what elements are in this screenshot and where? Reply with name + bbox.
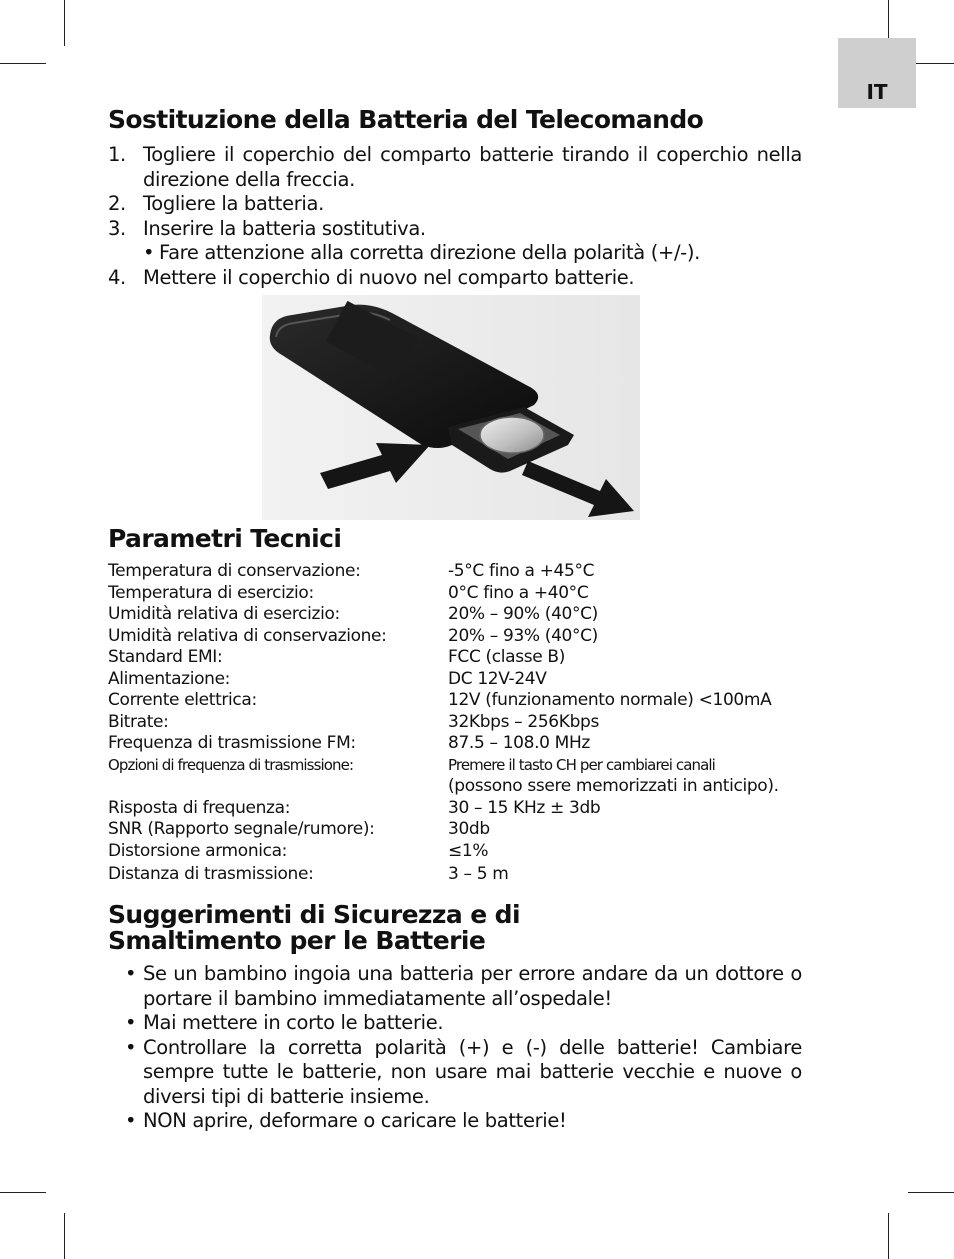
spec-row: Corrente elettrica: 12V (funzionamento normale) <100mA [108,690,772,710]
spec-row: Risposta di frequenza: 30 – 15 KHz ± 3db [108,797,601,818]
remote-battery-illustration [262,295,640,520]
safety-bullets-list [108,962,802,1134]
spec-row: SNR (Rapporto segnale/rumore): 30db [108,819,490,839]
spec-row: Umidità relativa di conservazione: 20% – 93% (40°C) [108,625,598,646]
list-item: • NON aprire, deformare o caricare le batterie! [125,1109,567,1132]
safety-title-line-2: Smaltimento per le Batterie [108,926,486,955]
spec-row: Temperatura di esercizio: 0°C fino a +40°C [108,582,589,603]
battery-section-title: Sostituzione della Batteria del Telecomando [108,105,704,134]
spec-row: Frequenza di trasmissione FM: 87.5 – 108.0 MHz [108,733,591,753]
list-item: 3. Inserire la batteria sostitutiva. [108,216,426,240]
spec-row: Distorsione armonica: ≤1% [108,840,489,861]
crop-mark [888,1213,889,1259]
spec-row: Standard EMI: FCC (classe B) [108,647,566,667]
spec-row: Distanza di trasmissione: 3 – 5 m [108,864,509,884]
list-item: 2. Togliere la batteria. [108,192,324,215]
spec-row: Alimentazione: DC 12V-24V [108,668,547,689]
crop-mark [0,1192,46,1193]
list-item: • Se un bambino ingoia una batteria per errore andare da un dottore o portare il bambino immediatamente all’ospedale! [125,962,802,1010]
crop-mark [908,1192,954,1193]
battery-steps-list [108,143,802,290]
crop-mark [64,1213,65,1259]
language-tab: IT [838,38,916,108]
list-item: 4. Mettere il coperchio di nuovo nel comparto batterie. [108,265,635,289]
specs-table [108,561,808,886]
safety-title-line-1: Suggerimenti di Sicurezza e di [108,900,520,929]
spec-row: Bitrate: 32Kbps – 256Kbps [108,711,599,732]
crop-mark [0,63,46,64]
crop-mark [64,0,65,46]
spec-row: Opzioni di frequenza di trasmissione: Premere il tasto CH per cambiarei canali (possono ssere memorizzati in anticipo). [108,755,779,796]
specs-section-title: Parametri Tecnici [108,524,342,553]
list-item: • Fare attenzione alla corretta direzione della polarità (+/-). [143,241,700,264]
list-item: • Mai mettere in corto le batterie. [125,1011,444,1034]
safety-section-title [108,902,520,954]
spec-row: Umidità relativa di esercizio: 20% – 90% (40°C) [108,604,598,624]
list-item: 1. Togliere il coperchio del comparto batterie tirando il coperchio nella direzione della freccia. [108,143,802,191]
list-item: • Controllare la corretta polarità (+) e (-) delle batterie! Cambiare sempre tutte le batterie, non usare mai batterie vecchie e nuove o diversi tipi di batterie insieme. [125,1035,802,1108]
spec-row: Temperatura di conservazione: -5°C fino a +45°C [108,561,595,581]
